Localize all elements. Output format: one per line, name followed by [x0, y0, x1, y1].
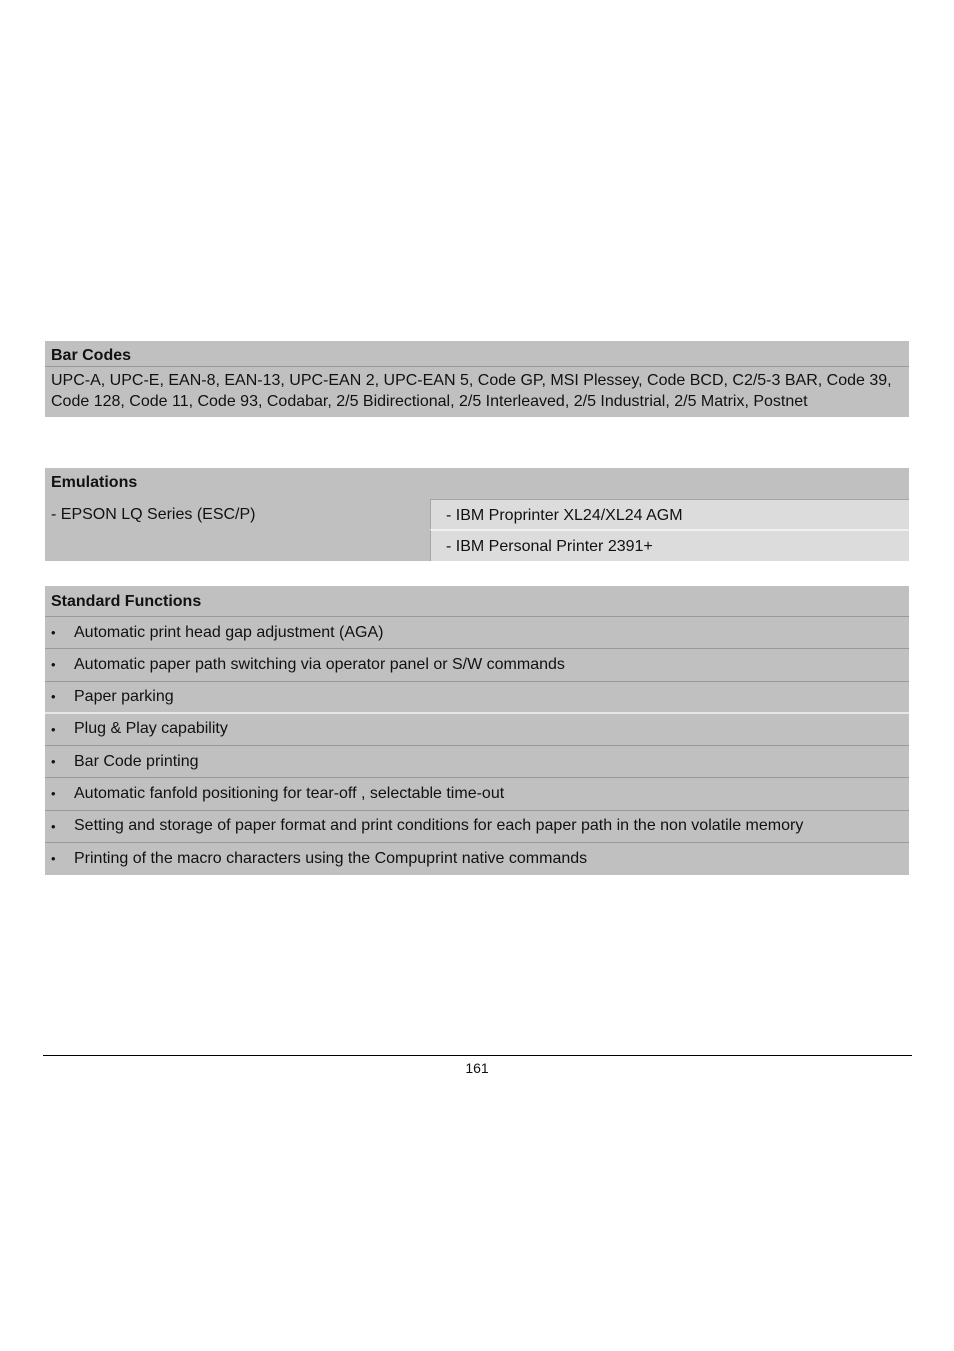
bar-codes-list: UPC-A, UPC-E, EAN-8, EAN-13, UPC-EAN 2, UPC-EAN 5, Code GP, MSI Plessey, Code BCD, C2/5-3 BAR, Code 39, Code 128, Code 11, Code 93, Codabar, 2/5 Bidirectional, 2/5 Interleaved, 2/5 Industrial, 2/5 Matrix, Postnet	[51, 372, 892, 410]
bullet-icon: •	[51, 786, 56, 802]
bullet-icon: •	[51, 754, 56, 770]
list-item	[45, 811, 909, 843]
list-item-text: Automatic fanfold positioning for tear-off , selectable time-out	[74, 784, 505, 802]
bullet-icon: •	[51, 689, 56, 705]
list-item-text: Printing of the macro characters using the Compuprint native commands	[74, 849, 588, 867]
emulations-right-column	[430, 499, 909, 561]
list-item-text: Plug & Play capability	[74, 720, 228, 738]
list-item-text: Automatic print head gap adjustment (AGA)	[74, 623, 384, 641]
list-item-text: Setting and storage of paper format and print conditions for each paper path in the non volatile memory	[74, 817, 804, 835]
bar-codes-table	[45, 341, 909, 417]
list-item	[45, 843, 909, 875]
list-item-text: Paper parking	[74, 687, 174, 705]
bullet-icon: •	[51, 721, 56, 737]
list-item	[45, 746, 909, 778]
bullet-icon: •	[51, 625, 56, 641]
emulations-grid	[45, 499, 909, 561]
list-item	[45, 649, 909, 681]
bullet-icon: •	[51, 851, 56, 867]
list-item	[45, 682, 909, 714]
emulation-epson: - EPSON LQ Series (ESC/P)	[51, 506, 256, 523]
list-item-text: Bar Code printing	[74, 752, 199, 770]
bullet-icon: •	[51, 818, 56, 834]
list-item	[45, 778, 909, 810]
footer-divider	[43, 1055, 912, 1056]
list-item	[45, 714, 909, 746]
emulation-ibm-proprinter: - IBM Proprinter XL24/XL24 AGM	[430, 499, 909, 529]
standard-functions-table	[45, 586, 909, 875]
emulations-table	[45, 468, 909, 561]
list-item	[45, 617, 909, 649]
standard-functions-heading: Standard Functions	[45, 586, 909, 617]
list-item-text: Automatic paper path switching via operator panel or S/W commands	[74, 655, 565, 673]
bullet-icon: •	[51, 657, 56, 673]
emulation-ibm-personal-printer: - IBM Personal Printer 2391+	[430, 529, 909, 561]
page-number: 161	[465, 1060, 489, 1076]
bar-codes-heading: Bar Codes	[45, 341, 909, 367]
emulations-heading: Emulations	[51, 474, 138, 491]
